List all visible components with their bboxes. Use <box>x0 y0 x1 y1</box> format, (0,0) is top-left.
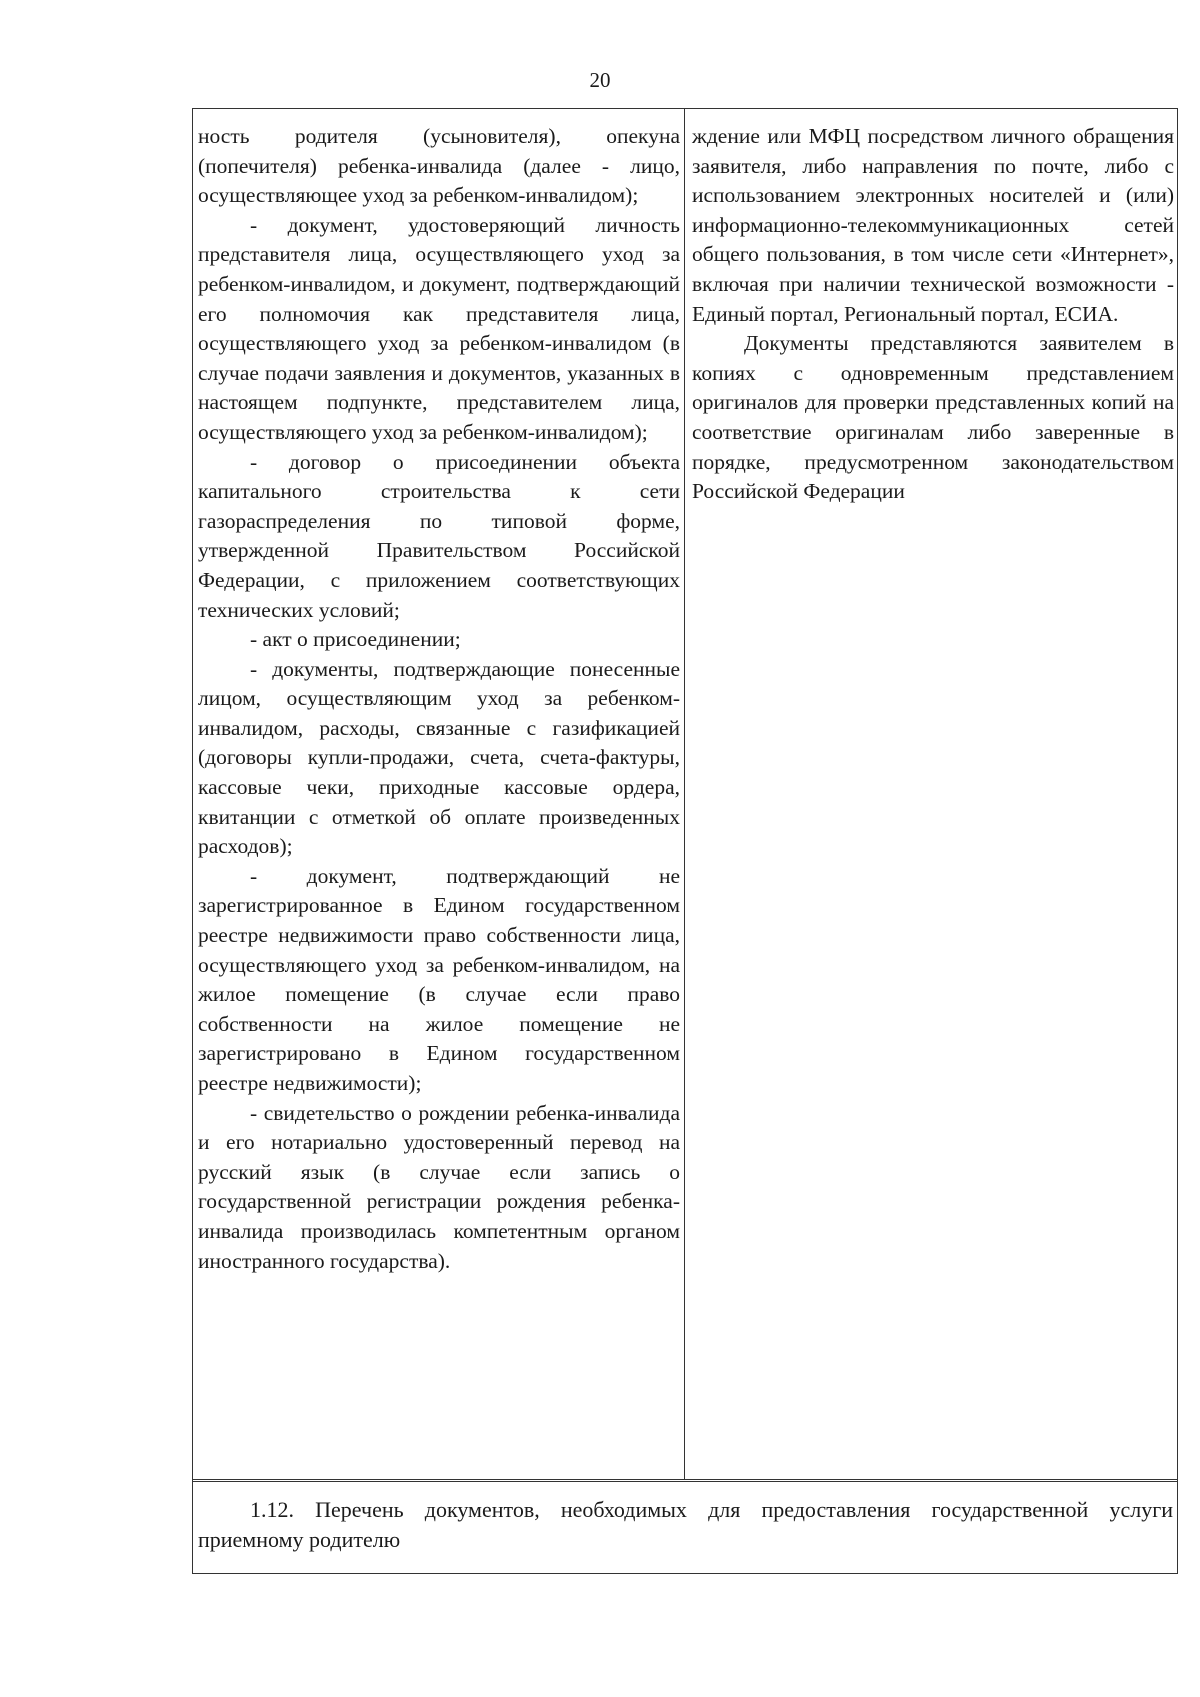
row-divider <box>193 1479 1177 1482</box>
page-number: 20 <box>589 68 611 92</box>
left-paragraph: ность родителя (усыновителя), опекуна (попечителя) ребенка-инвалида (далее - лицо, осуществляющее уход за ребенком-инвалидом); <box>198 124 680 208</box>
left-paragraph: - документ, подтверждающий не зарегистрированное в Едином государственном реестре недвижимости право собственности лица, осуществляющего уход за ребенком-инвалидом, на жилое помещение (в случае если право собственности на жилое помещение не зарегистрировано в Едином государственном реестре недвижимости); <box>198 863 680 1095</box>
left-paragraph: - документы, подтверждающие понесенные лицом, осуществляющим уход за ребенком-инвалидом, расходы, связанные с газификацией (договоры купли-продажи, счета, счета-фактуры, кассовые чеки, приходные кассовые ордера, квитанции с отметкой об оплате произведенных расходов); <box>198 656 680 859</box>
left-paragraph: - свидетельство о рождении ребенка-инвалида и его нотариально удостоверенный перевод на русский язык (в случае если запись о государственной регистрации рождения ребенка-инвалида производилась компетентным органом иностранного государства). <box>198 1100 680 1273</box>
right-column-cell <box>692 122 1174 507</box>
bottom-row-cell <box>198 1495 1173 1555</box>
section-heading: 1.12. Перечень документов, необходимых для предоставления государственной услуги приемному родителю <box>198 1497 1173 1552</box>
left-column-cell <box>198 122 680 1276</box>
left-paragraph: - договор о присоединении объекта капитального строительства к сети газораспределения по типовой форме, утвержденной Правительством Российской Федерации, с приложением соответствующих технических условий; <box>198 449 680 622</box>
column-divider <box>684 109 685 1479</box>
left-paragraph: - документ, удостоверяющий личность представителя лица, осуществляющего уход за ребенком-инвалидом, и документ, подтверждающий его полномочия как представителя лица, осуществляющего уход за ребенком-инвалидом (в случае подачи заявления и документов, указанных в настоящем подпункте, представителем лица, осуществляющего уход за ребенком-инвалидом); <box>198 212 680 444</box>
document-table <box>192 108 1178 1574</box>
right-paragraph: ждение или МФЦ посредством личного обращения заявителя, либо направления по почте, либо с использованием электронных носителей и (или) информационно-телекоммуникационных сетей общего пользования, в том числе сети «Интернет», включая при наличии технической возможности - Единый портал, Региональный портал, ЕСИА. <box>692 124 1174 326</box>
left-paragraph: - акт о присоединении; <box>250 627 461 652</box>
right-paragraph: Документы представляются заявителем в копиях с одновременным представлением оригиналов для проверки представленных копий на соответствие оригиналам либо заверенные в порядке, предусмотренном законодательством Российской Федерации <box>692 331 1174 504</box>
